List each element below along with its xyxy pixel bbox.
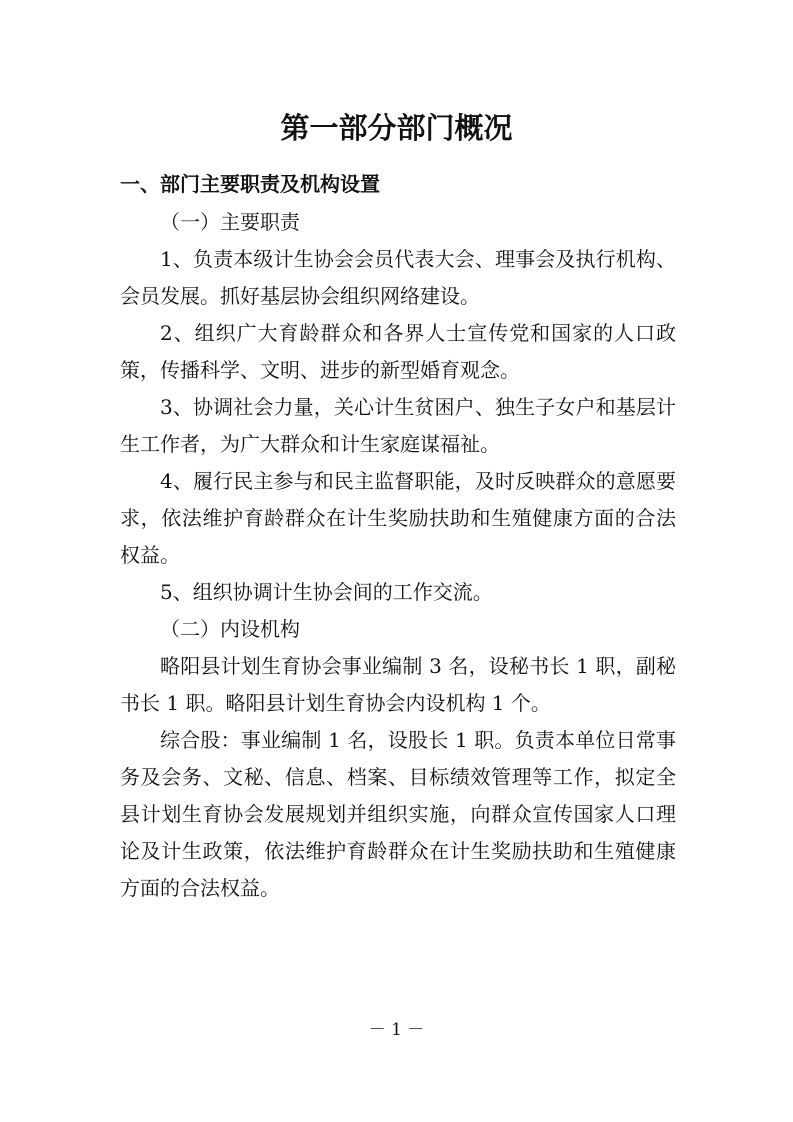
duty-paragraph-4: 4、履行民主参与和民主监督职能，及时反映群众的意愿要求，依法维护育龄群众在计生奖励扶助和生殖健康方面的合法权益。 — [120, 469, 676, 567]
duty-paragraph-5: 5、组织协调计生协会间的工作交流。 — [160, 580, 493, 604]
organization-paragraph: 略阳县计划生育协会事业编制 3 名，设秘书长 1 职，副秘书长 1 职。略阳县计划生育协会内设机构 1 个。 — [120, 654, 676, 715]
subsection-heading-internal-structure: （二）内设机构 — [160, 617, 300, 641]
duty-paragraph-3: 3、协调社会力量，关心计生贫困户、独生子女户和基层计生工作者，为广大群众和计生家庭谋福祉。 — [120, 395, 676, 456]
section-heading-responsibilities: 一、部门主要职责及机构设置 — [120, 172, 380, 196]
general-office-paragraph: 综合股：事业编制 1 名，设股长 1 职。负责本单位日常事务及会务、文秘、信息、档案、目标绩效管理等工作，拟定全县计划生育协会发展规划并组织实施，向群众宣传国家人口理论及计生政策，依法维护育龄群众在计生奖励扶助和生殖健康方面的合法权益。 — [120, 728, 676, 900]
page-title: 第一部分部门概况 — [280, 111, 513, 145]
duty-paragraph-1: 1、负责本级计生协会会员代表大会、理事会及执行机构、会员发展。抓好基层协会组织网络建设。 — [120, 247, 676, 308]
subsection-heading-main-duties: （一）主要职责 — [160, 210, 300, 234]
page-number: － 1 － — [368, 1020, 425, 1040]
document-body — [120, 204, 676, 907]
duty-paragraph-2: 2、组织广大育龄群众和各界人士宣传党和国家的人口政策，传播科学、文明、进步的新型婚育观念。 — [120, 321, 676, 382]
